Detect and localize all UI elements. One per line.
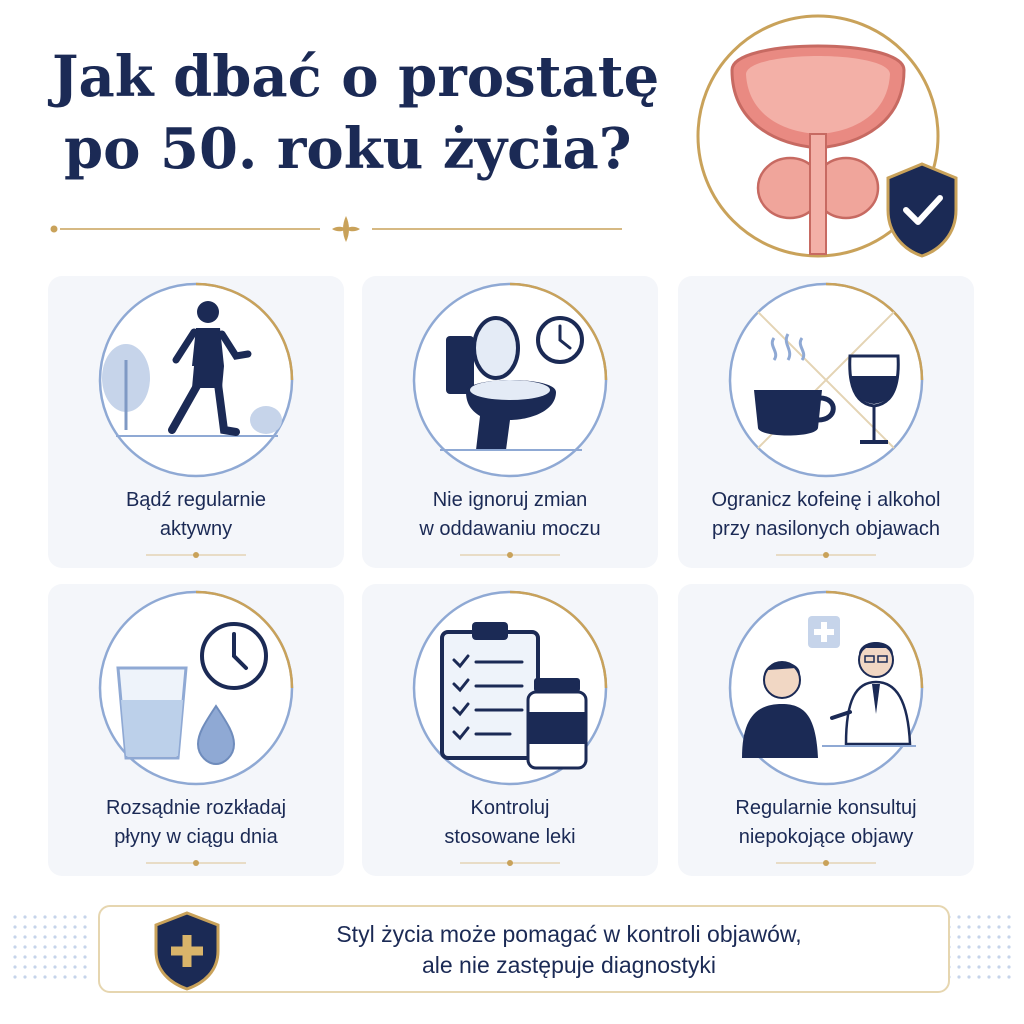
disclaimer-text: Styl życia może pomagać w kontroli objawów, ale nie zastępuje diagnostyki	[336, 921, 802, 978]
title-line-1: Jak dbać o prostatę	[52, 44, 660, 110]
clock-icon	[538, 318, 582, 362]
toilet-clock-icon	[410, 280, 610, 480]
accent-divider	[460, 859, 560, 867]
tip-card-medication	[362, 584, 658, 876]
clipboard-pill-bottle-icon	[410, 588, 610, 788]
tip-card-caffeine-alcohol	[678, 276, 974, 568]
title-line-2: po 50. roku życia?	[64, 115, 632, 182]
tip-card-activity	[48, 276, 344, 568]
fleur-ornament-icon	[332, 216, 360, 242]
accent-divider	[776, 551, 876, 559]
tip-card-consultation	[678, 584, 974, 876]
clock-icon	[202, 624, 266, 688]
tip-card-urination	[362, 276, 658, 568]
doctor-consultation-icon	[726, 588, 926, 788]
tip-label: Ogranicz kofeinę i alkohol przy nasilonych objawach	[711, 489, 941, 540]
ornamental-divider	[48, 212, 628, 246]
page-title	[52, 42, 692, 185]
tip-label: Bądź regularnie aktywny	[125, 489, 267, 540]
accent-divider	[146, 859, 246, 867]
accent-divider	[146, 551, 246, 559]
medical-cross-icon	[808, 616, 840, 648]
tip-label: Nie ignoruj zmian w oddawaniu moczu	[419, 489, 601, 540]
prostate-anatomy-icon	[692, 14, 972, 264]
shield-plus-icon	[152, 909, 222, 991]
coffee-wine-crossed-icon	[726, 280, 926, 480]
shield-check-icon	[888, 164, 956, 256]
walking-man-icon	[96, 280, 296, 480]
dot-pattern-left	[10, 912, 90, 992]
disclaimer-banner	[98, 905, 950, 993]
tip-card-fluids	[48, 584, 344, 876]
accent-divider	[776, 859, 876, 867]
tip-label: Kontroluj stosowane leki	[444, 797, 576, 848]
tip-label: Rozsądnie rozkładaj płyny w ciągu dnia	[105, 797, 287, 848]
accent-divider	[460, 551, 560, 559]
water-glass-clock-icon	[96, 588, 296, 788]
tip-label: Regularnie konsultuj niepokojące objawy	[735, 797, 917, 848]
